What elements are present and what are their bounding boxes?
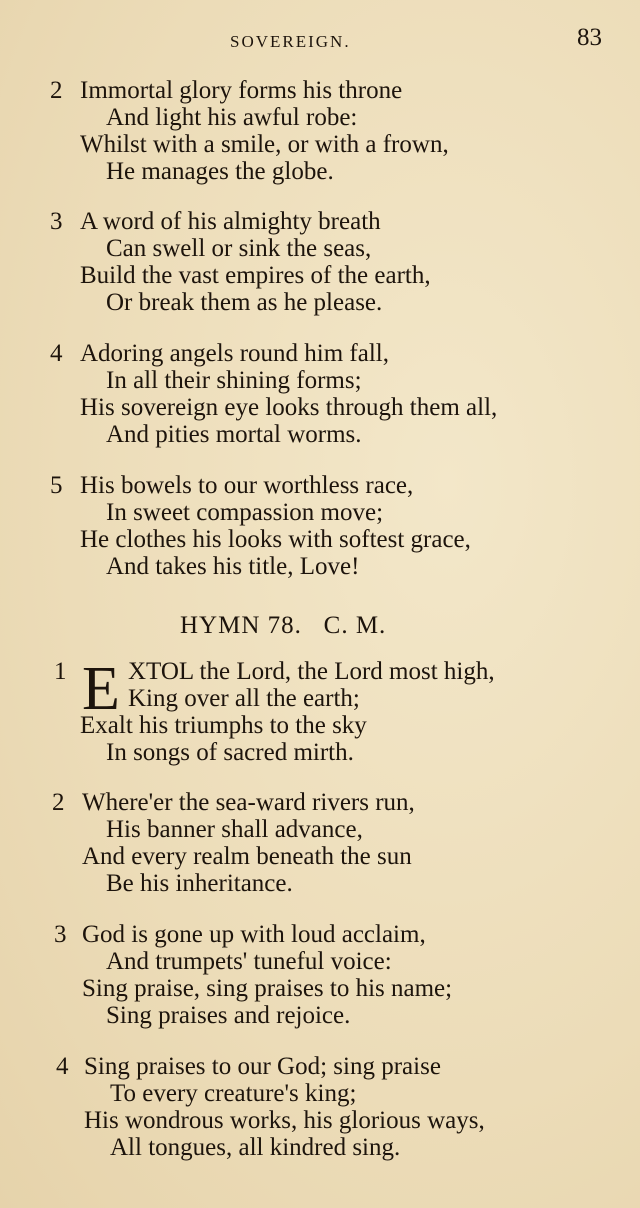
- verse-line: Or break them as he please.: [106, 289, 383, 316]
- verse-line: His banner shall advance,: [106, 816, 363, 843]
- verse-line: And pities mortal worms.: [106, 421, 362, 448]
- stanza-number: 5: [50, 472, 63, 499]
- stanza-number: 1: [54, 658, 67, 685]
- page-header: [0, 24, 640, 62]
- stanza-number: 4: [50, 340, 63, 367]
- page-number: 83: [577, 24, 602, 51]
- verse-line: Sing praises to our God; sing praise: [84, 1053, 441, 1080]
- verse-line: Exalt his triumphs to the sky: [80, 712, 367, 739]
- verse-line: XTOL the Lord, the Lord most high,: [128, 658, 495, 685]
- stanza-number: 4: [56, 1053, 69, 1080]
- verse-line: All tongues, all kindred sing.: [110, 1134, 401, 1161]
- drop-cap: E: [82, 655, 120, 723]
- verse-line: And every realm beneath the sun: [82, 843, 412, 870]
- verse-line: He manages the globe.: [106, 158, 334, 185]
- hymn-title: HYMN 78. C. M.: [180, 612, 387, 639]
- verse-line: Whilst with a smile, or with a frown,: [80, 131, 449, 158]
- verse-line: And trumpets' tuneful voice:: [106, 948, 392, 975]
- verse-line: To every creature's king;: [110, 1080, 357, 1107]
- verse-line: And takes his title, Love!: [106, 553, 360, 580]
- verse-line: Adoring angels round him fall,: [80, 340, 389, 367]
- verse-line: And light his awful robe:: [106, 104, 358, 131]
- verse-line: Immortal glory forms his throne: [80, 77, 403, 104]
- verse-line: Where'er the sea-ward rivers run,: [82, 789, 415, 816]
- verse-line: In all their shining forms;: [106, 367, 362, 394]
- stanza-number: 2: [52, 789, 65, 816]
- verse-line: Build the vast empires of the earth,: [80, 262, 431, 289]
- verse-line: Be his inheritance.: [106, 870, 293, 897]
- verse-line: In songs of sacred mirth.: [106, 739, 354, 766]
- verse-line: His sovereign eye looks through them all,: [80, 394, 498, 421]
- verse-line: He clothes his looks with softest grace,: [80, 526, 471, 553]
- verse-line: Sing praises and rejoice.: [106, 1002, 351, 1029]
- verse-line: His wondrous works, his glorious ways,: [84, 1107, 485, 1134]
- verse-line: A word of his almighty breath: [80, 208, 381, 235]
- verse-line: King over all the earth;: [128, 685, 360, 712]
- verse-line: In sweet compassion move;: [106, 499, 384, 526]
- stanza-number: 3: [50, 208, 63, 235]
- running-title: SOVEREIGN.: [230, 32, 351, 51]
- verse-line: Can swell or sink the seas,: [106, 235, 372, 262]
- verse-line: His bowels to our worthless race,: [80, 472, 414, 499]
- verse-line: God is gone up with loud acclaim,: [82, 921, 426, 948]
- stanza-number: 3: [54, 921, 67, 948]
- stanza-number: 2: [50, 77, 63, 104]
- verse-line: Sing praise, sing praises to his name;: [82, 975, 453, 1002]
